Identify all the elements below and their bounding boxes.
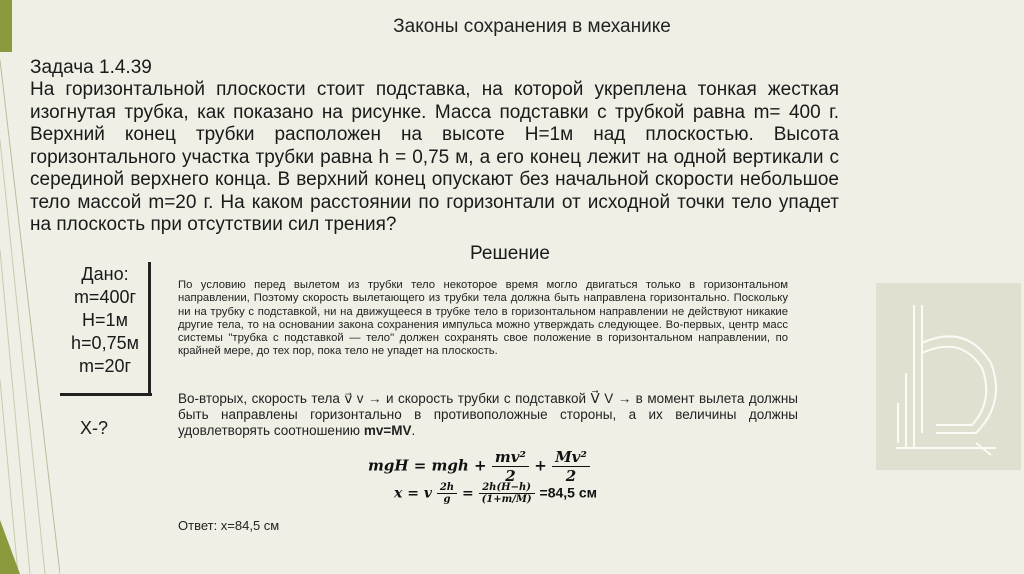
answer-text: Ответ: x=84,5 см	[178, 518, 280, 533]
given-item: H=1м	[82, 310, 128, 330]
task-label: Задача 1.4.39	[30, 57, 152, 78]
denominator: 2	[505, 467, 516, 485]
slide-title: Законы сохранения в механике	[393, 16, 671, 37]
given-item: h=0,75м	[71, 333, 139, 353]
paragraph-2-end: .	[411, 423, 416, 438]
formula2-eq: =	[461, 485, 474, 502]
denominator: 2	[565, 467, 577, 485]
formula2-result: =84,5 см	[539, 484, 598, 501]
momentum-relation: mv=MV	[363, 423, 412, 438]
denominator: (1+m/M)	[481, 494, 532, 505]
solution-title: Решение	[470, 243, 550, 264]
task-text: На горизонтальной плоскости стоит подставка, на которой укреплена тонкая жесткая изогнутая трубка, как показано на рисунке. Масса подставки с трубкой равна m= 400 г. Верхний конец трубки расположен на высоте H=1м над плоскостью. Высота горизонтального участка трубки равна h = 0,75 м, а его конец лежит на одной вертикали с серединой верхнего конца. В верхний конец опускают без начальной скорости небольшое тело массой m=20 г. На каком расстоянии по горизонтали от исходной точки тело упадет на плоскость при отсутствии сил трения?	[30, 79, 839, 235]
numerator: 2h	[437, 482, 457, 494]
fraction	[479, 482, 535, 505]
formula2-left: x = v	[394, 485, 432, 502]
given-item: m=400г	[73, 287, 137, 307]
solution-paragraph-1: По условию перед вылетом из трубки тело некоторое время могло двигаться только в горизонтальном направлении, Поэтому скорость вылетающего из трубки тела должна быть направлена горизонтально. Поскольку ни на трубку с подставкой, ни на движущееся в трубке тело в горизонтальном направлении не действуют никакие другие тела, то на основании закона сохранения импульса можно утверждать следующее. Во-первых, центр масс системы "трубка с подставкой — тело" должен сохранять свое положение в горизонтальном направлении, по крайней мере, до тех пор, пока тело не упадет на плоскость.	[178, 279, 788, 358]
distance-formula	[394, 482, 597, 505]
energy-formula	[368, 448, 590, 485]
numerator: mv²	[492, 448, 529, 467]
figure-drawing	[876, 283, 1021, 470]
given-block	[60, 263, 150, 378]
fraction	[552, 448, 590, 485]
numerator: 2h(H−h)	[479, 482, 535, 494]
formula1-plus: +	[534, 456, 547, 475]
given-divider-horizontal	[60, 393, 152, 396]
given-divider-vertical	[148, 262, 151, 394]
solution-paragraph-2	[178, 391, 798, 439]
tube-stand-figure	[876, 283, 1021, 470]
fraction	[492, 448, 529, 485]
formula1-left: mgH = mgh +	[368, 456, 487, 475]
fraction	[437, 482, 457, 505]
given-item: m=20г	[78, 356, 132, 376]
denominator: g	[443, 494, 451, 505]
given-heading: Дано:	[81, 264, 129, 284]
paragraph-2-start: Во-вторых, скорость тела v⃗ v → и скорость трубки с подставкой V⃗ V → в момент вылета должны быть направлены горизонтально в противоположные стороны, а их величины должны удовлетворять соотношению	[178, 391, 798, 438]
find-label: X-?	[80, 418, 109, 438]
numerator: Mv²	[552, 448, 590, 467]
